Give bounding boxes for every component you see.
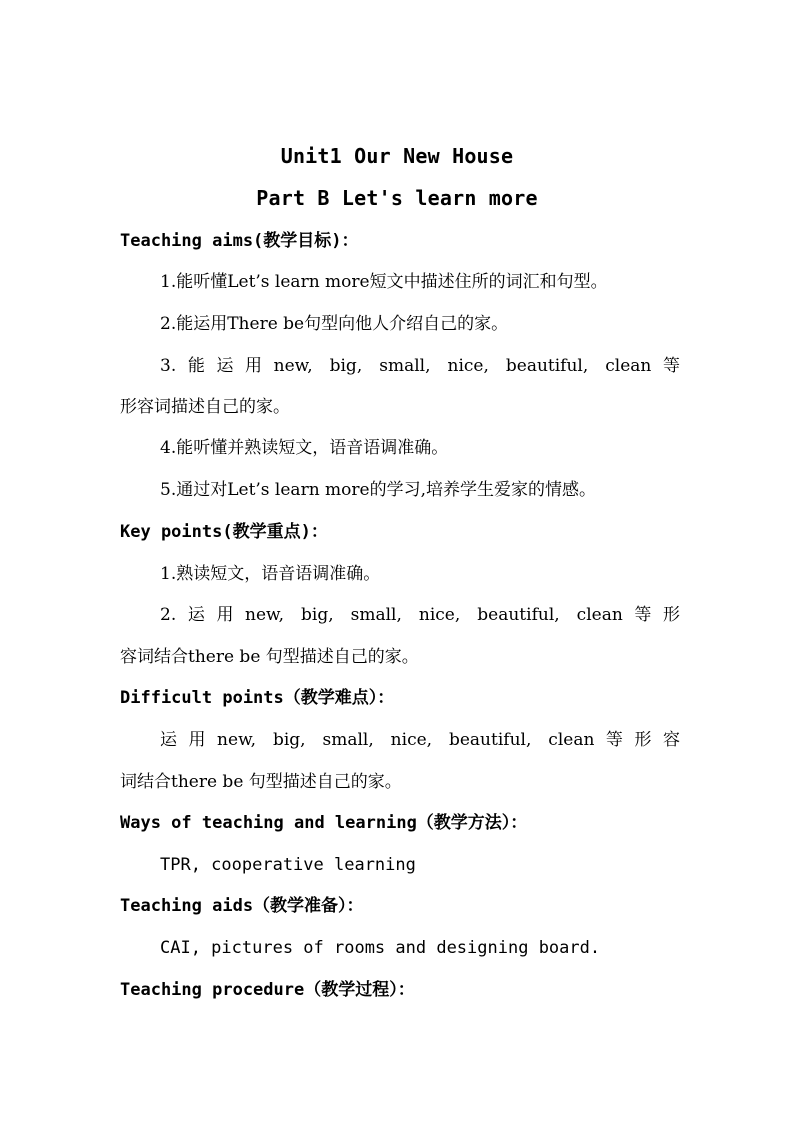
document-subtitle: Part B Let's learn more bbox=[256, 186, 538, 210]
teaching-aim-item: 2.能运用There be句型向他人介绍自己的家。 bbox=[160, 314, 509, 334]
difficult-point-item: 运用new, big, small, nice, beautiful, clean等形容 bbox=[160, 730, 680, 750]
key-points-heading: Key points(教学重点)： bbox=[120, 522, 328, 542]
ways-heading: Ways of teaching and learning（教学方法）： bbox=[120, 813, 528, 833]
aids-text: CAI, pictures of rooms and designing board. bbox=[160, 938, 601, 958]
ways-text: TPR, cooperative learning bbox=[160, 855, 416, 875]
procedure-heading: Teaching procedure（教学过程）： bbox=[120, 980, 415, 1000]
teaching-aim-item: 5.通过对Let’s learn more的学习,培养学生爱家的情感。 bbox=[160, 480, 596, 500]
difficult-points-heading: Difficult points（教学难点）： bbox=[120, 688, 395, 708]
teaching-aim-item-continued: 形容词描述自己的家。 bbox=[120, 397, 290, 417]
aids-heading: Teaching aids（教学准备）： bbox=[120, 896, 364, 916]
key-point-item-continued: 容词结合there be 句型描述自己的家。 bbox=[120, 647, 419, 667]
key-point-item: 2.运用new, big, small, nice, beautiful, clean等形 bbox=[160, 605, 680, 625]
difficult-point-item-continued: 词结合there be 句型描述自己的家。 bbox=[120, 772, 402, 792]
teaching-aims-heading: Teaching aims(教学目标)： bbox=[120, 231, 359, 251]
teaching-aim-item: 3.能运用new, big, small, nice, beautiful, clean等 bbox=[160, 356, 680, 376]
key-point-item: 1.熟读短文，语音语调准确。 bbox=[160, 564, 381, 584]
teaching-aim-item: 4.能听懂并熟读短文，语音语调准确。 bbox=[160, 438, 449, 458]
teaching-aim-item: 1.能听懂Let’s learn more短文中描述住所的词汇和句型。 bbox=[160, 272, 608, 292]
document-title: Unit1 Our New House bbox=[280, 144, 514, 168]
